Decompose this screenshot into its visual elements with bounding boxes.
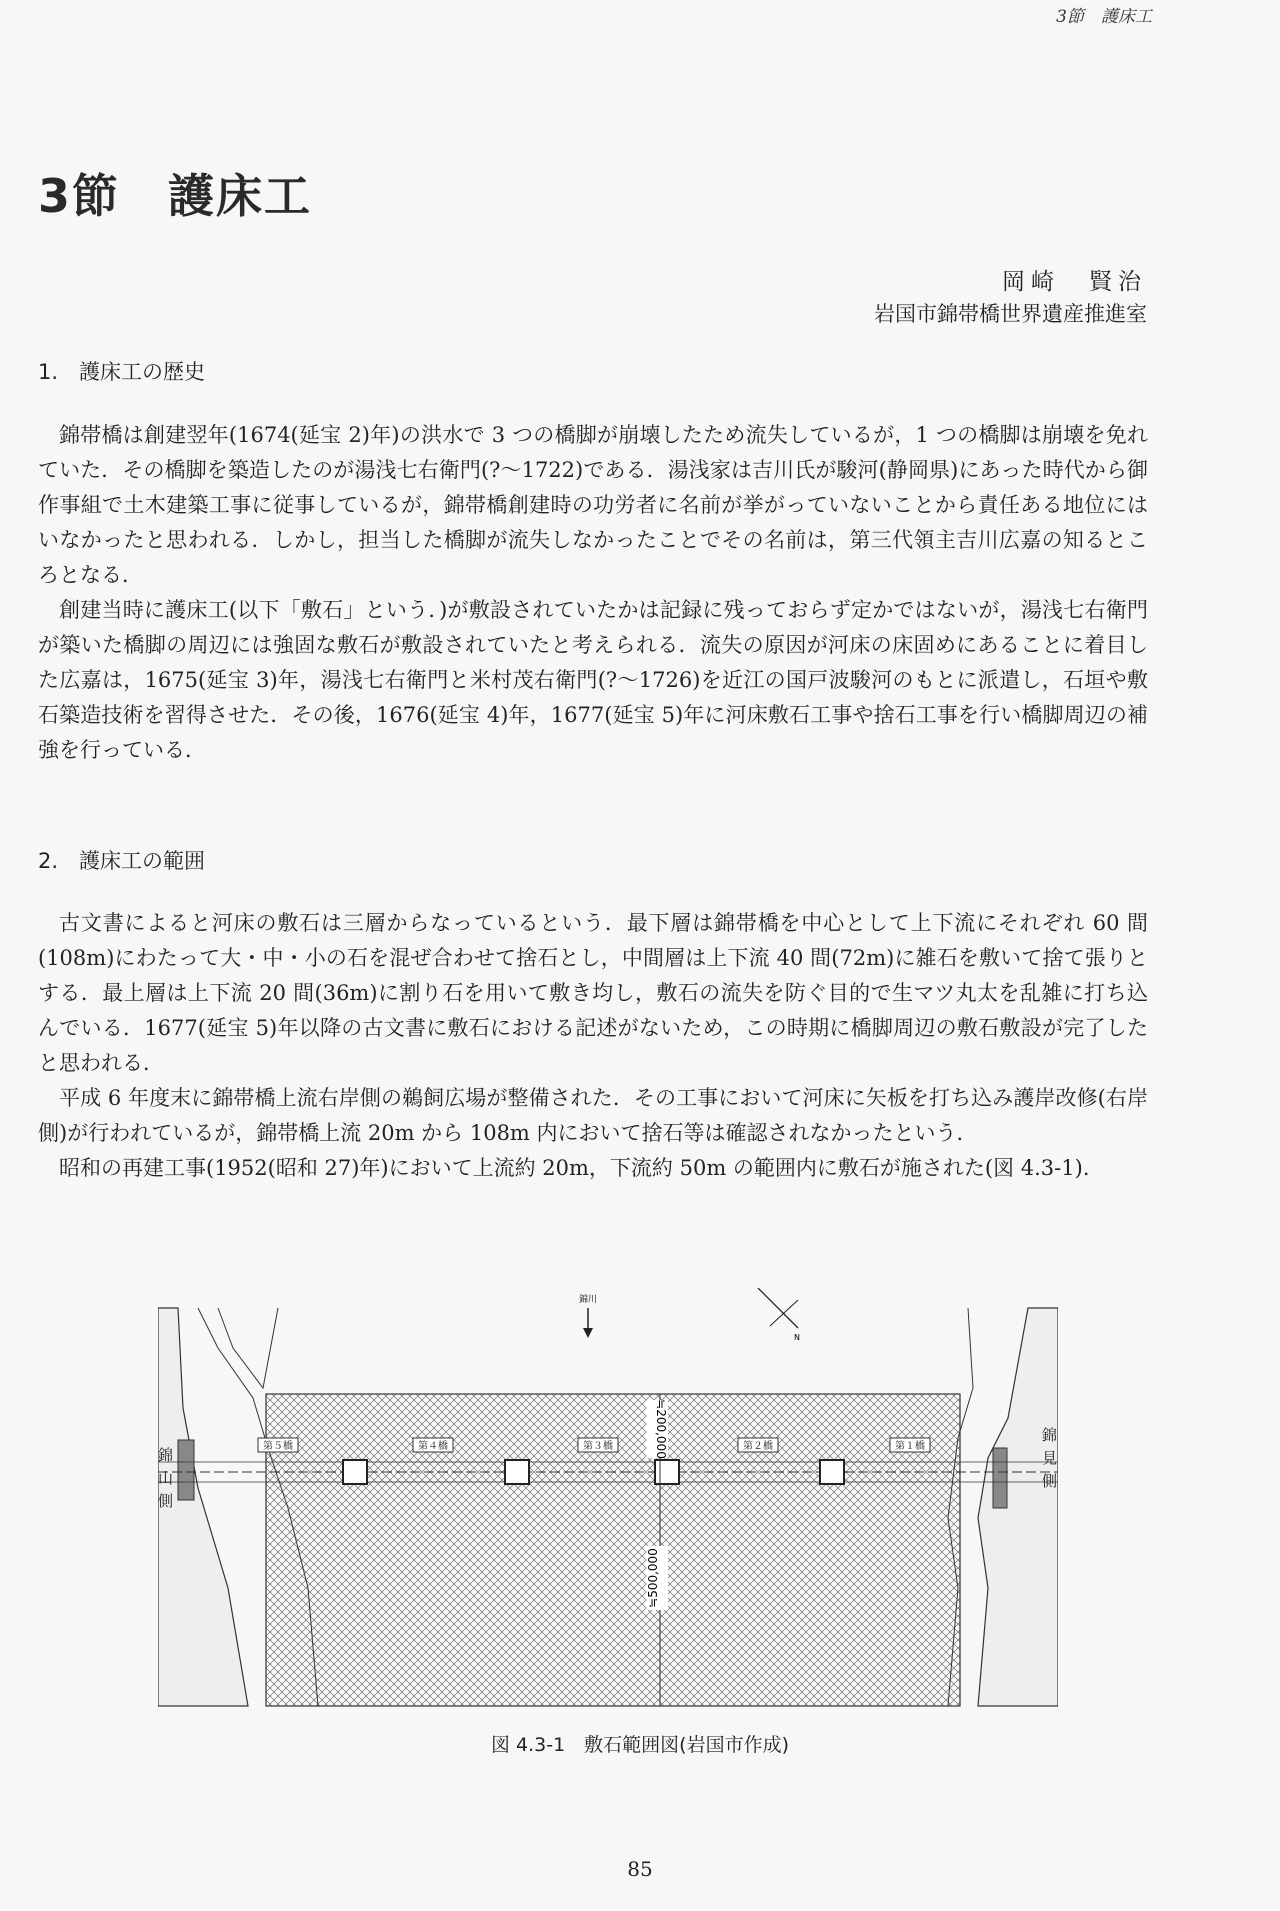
paragraph: 平成 6 年度末に錦帯橋上流右岸側の鵜飼広場が整備された．その工事において河床に矢板を打ち込み護岸改修(右岸側)が行われているが，錦帯橋上流 20m から 108m 内において捨石等は確認されなかったという． <box>38 1086 1148 1145</box>
section-heading-range: 2. 護床工の範囲 <box>38 849 206 873</box>
figure-riprap-range <box>158 1288 1058 1718</box>
pier <box>505 1460 529 1484</box>
pier <box>655 1460 679 1484</box>
left-bank-wall <box>218 1308 278 1388</box>
span-label: 第５橋 <box>263 1441 293 1452</box>
span-label: 第３橋 <box>583 1441 613 1452</box>
right-bank-label: 側 <box>1042 1472 1058 1490</box>
figure-caption: 図 4.3-1 敷石範囲図(岩国市作成) <box>490 1734 790 1756</box>
right-abutment <box>993 1448 1007 1508</box>
flow-arrow-head-icon <box>583 1328 593 1338</box>
span-label: 第２橋 <box>743 1441 773 1452</box>
paragraph: 古文書によると河床の敷石は三層からなっているという．最下層は錦帯橋を中心として上下流にそれぞれ 60 間(108m)にわたって大・中・小の石を混ぜ合わせて捨石とし，中間層は上下流 40 間(72m)に雑石を敷いて捨て張りとする．最上層は上下流 20 間(36m)に割り石を用いて敷き均し，敷石の流失を防ぐ目的で生マツ丸太を乱雑に打ち込んでいる．1677(延宝 5)年以降の古文書に敷石における記述がないため，この時期に橋脚周辺の敷石敷設が完了したと思われる． <box>38 911 1148 1075</box>
dimension-downstream: ≒500,000 <box>646 1548 660 1608</box>
paragraph: 昭和の再建工事(1952(昭和 27)年)において上流約 20m，下流約 50m の範囲内に敷石が施された(図 4.3-1). <box>59 1156 1090 1180</box>
right-bank-label: 錦 <box>1042 1426 1058 1444</box>
author-affiliation: 岩国市錦帯橋世界遺産推進室 <box>874 302 1147 326</box>
page-title: 3節 護床工 <box>38 169 313 223</box>
pier <box>820 1460 844 1484</box>
left-bank-label: 山 <box>158 1469 174 1487</box>
riprap-range-diagram <box>158 1288 1058 1718</box>
left-abutment <box>178 1440 194 1500</box>
span-label: 第４橋 <box>418 1441 448 1452</box>
left-bank-label: 側 <box>158 1492 174 1510</box>
right-bank <box>978 1308 1058 1706</box>
section-body-history <box>38 418 1148 768</box>
running-head: 3節 護床工 <box>1056 7 1152 27</box>
north-arrow-icon <box>758 1288 798 1328</box>
author-name: 岡崎 賢治 <box>1002 269 1147 295</box>
river-label: 錦川 <box>578 1295 598 1305</box>
pier <box>343 1460 367 1484</box>
dimension-upstream: ≒200,000 <box>654 1399 668 1459</box>
paragraph: 創建当時に護床工(以下「敷石」という．)が敷設されていたかは記録に残っておらず定かではないが，湯浅七右衛門が築いた橋脚の周辺には強固な敷石が敷設されていたと考えられる．流失の原因が河床の床固めにあることに着目した広嘉は，1675(延宝 3)年，湯浅七右衛門と米村茂右衛門(?～1726)を近江の国戸波駿河のもとに派遣し，石垣や敷石築造技術を習得させた．その後，1676(延宝 4)年，1677(延宝 5)年に河床敷石工事や捨石工事を行い橋脚周辺の補強を行っている． <box>38 598 1148 762</box>
section-body-range <box>38 906 1148 1186</box>
right-bank-label: 見 <box>1042 1449 1058 1467</box>
span-label: 第１橋 <box>895 1441 925 1452</box>
page-number: 85 <box>627 1857 653 1881</box>
paragraph: 錦帯橋は創建翌年(1674(延宝 2)年)の洪水で 3 つの橋脚が崩壊したため流失しているが，1 つの橋脚は崩壊を免れていた．その橋脚を築造したのが湯浅七右衛門(?～1722)である．湯浅家は吉川氏が駿河(静岡県)にあった時代から御作事組で土木建築工事に従事しているが，錦帯橋創建時の功労者に名前が挙がっていないことから責任ある地位にはいなかったと思われる．しかし，担当した橋脚が流失しなかったことでその名前は，第三代領主吉川広嘉の知るところとなる． <box>38 423 1148 587</box>
left-bank-label: 錦 <box>158 1446 174 1464</box>
section-heading-history: 1. 護床工の歴史 <box>38 360 206 384</box>
north-label: N <box>794 1333 800 1342</box>
